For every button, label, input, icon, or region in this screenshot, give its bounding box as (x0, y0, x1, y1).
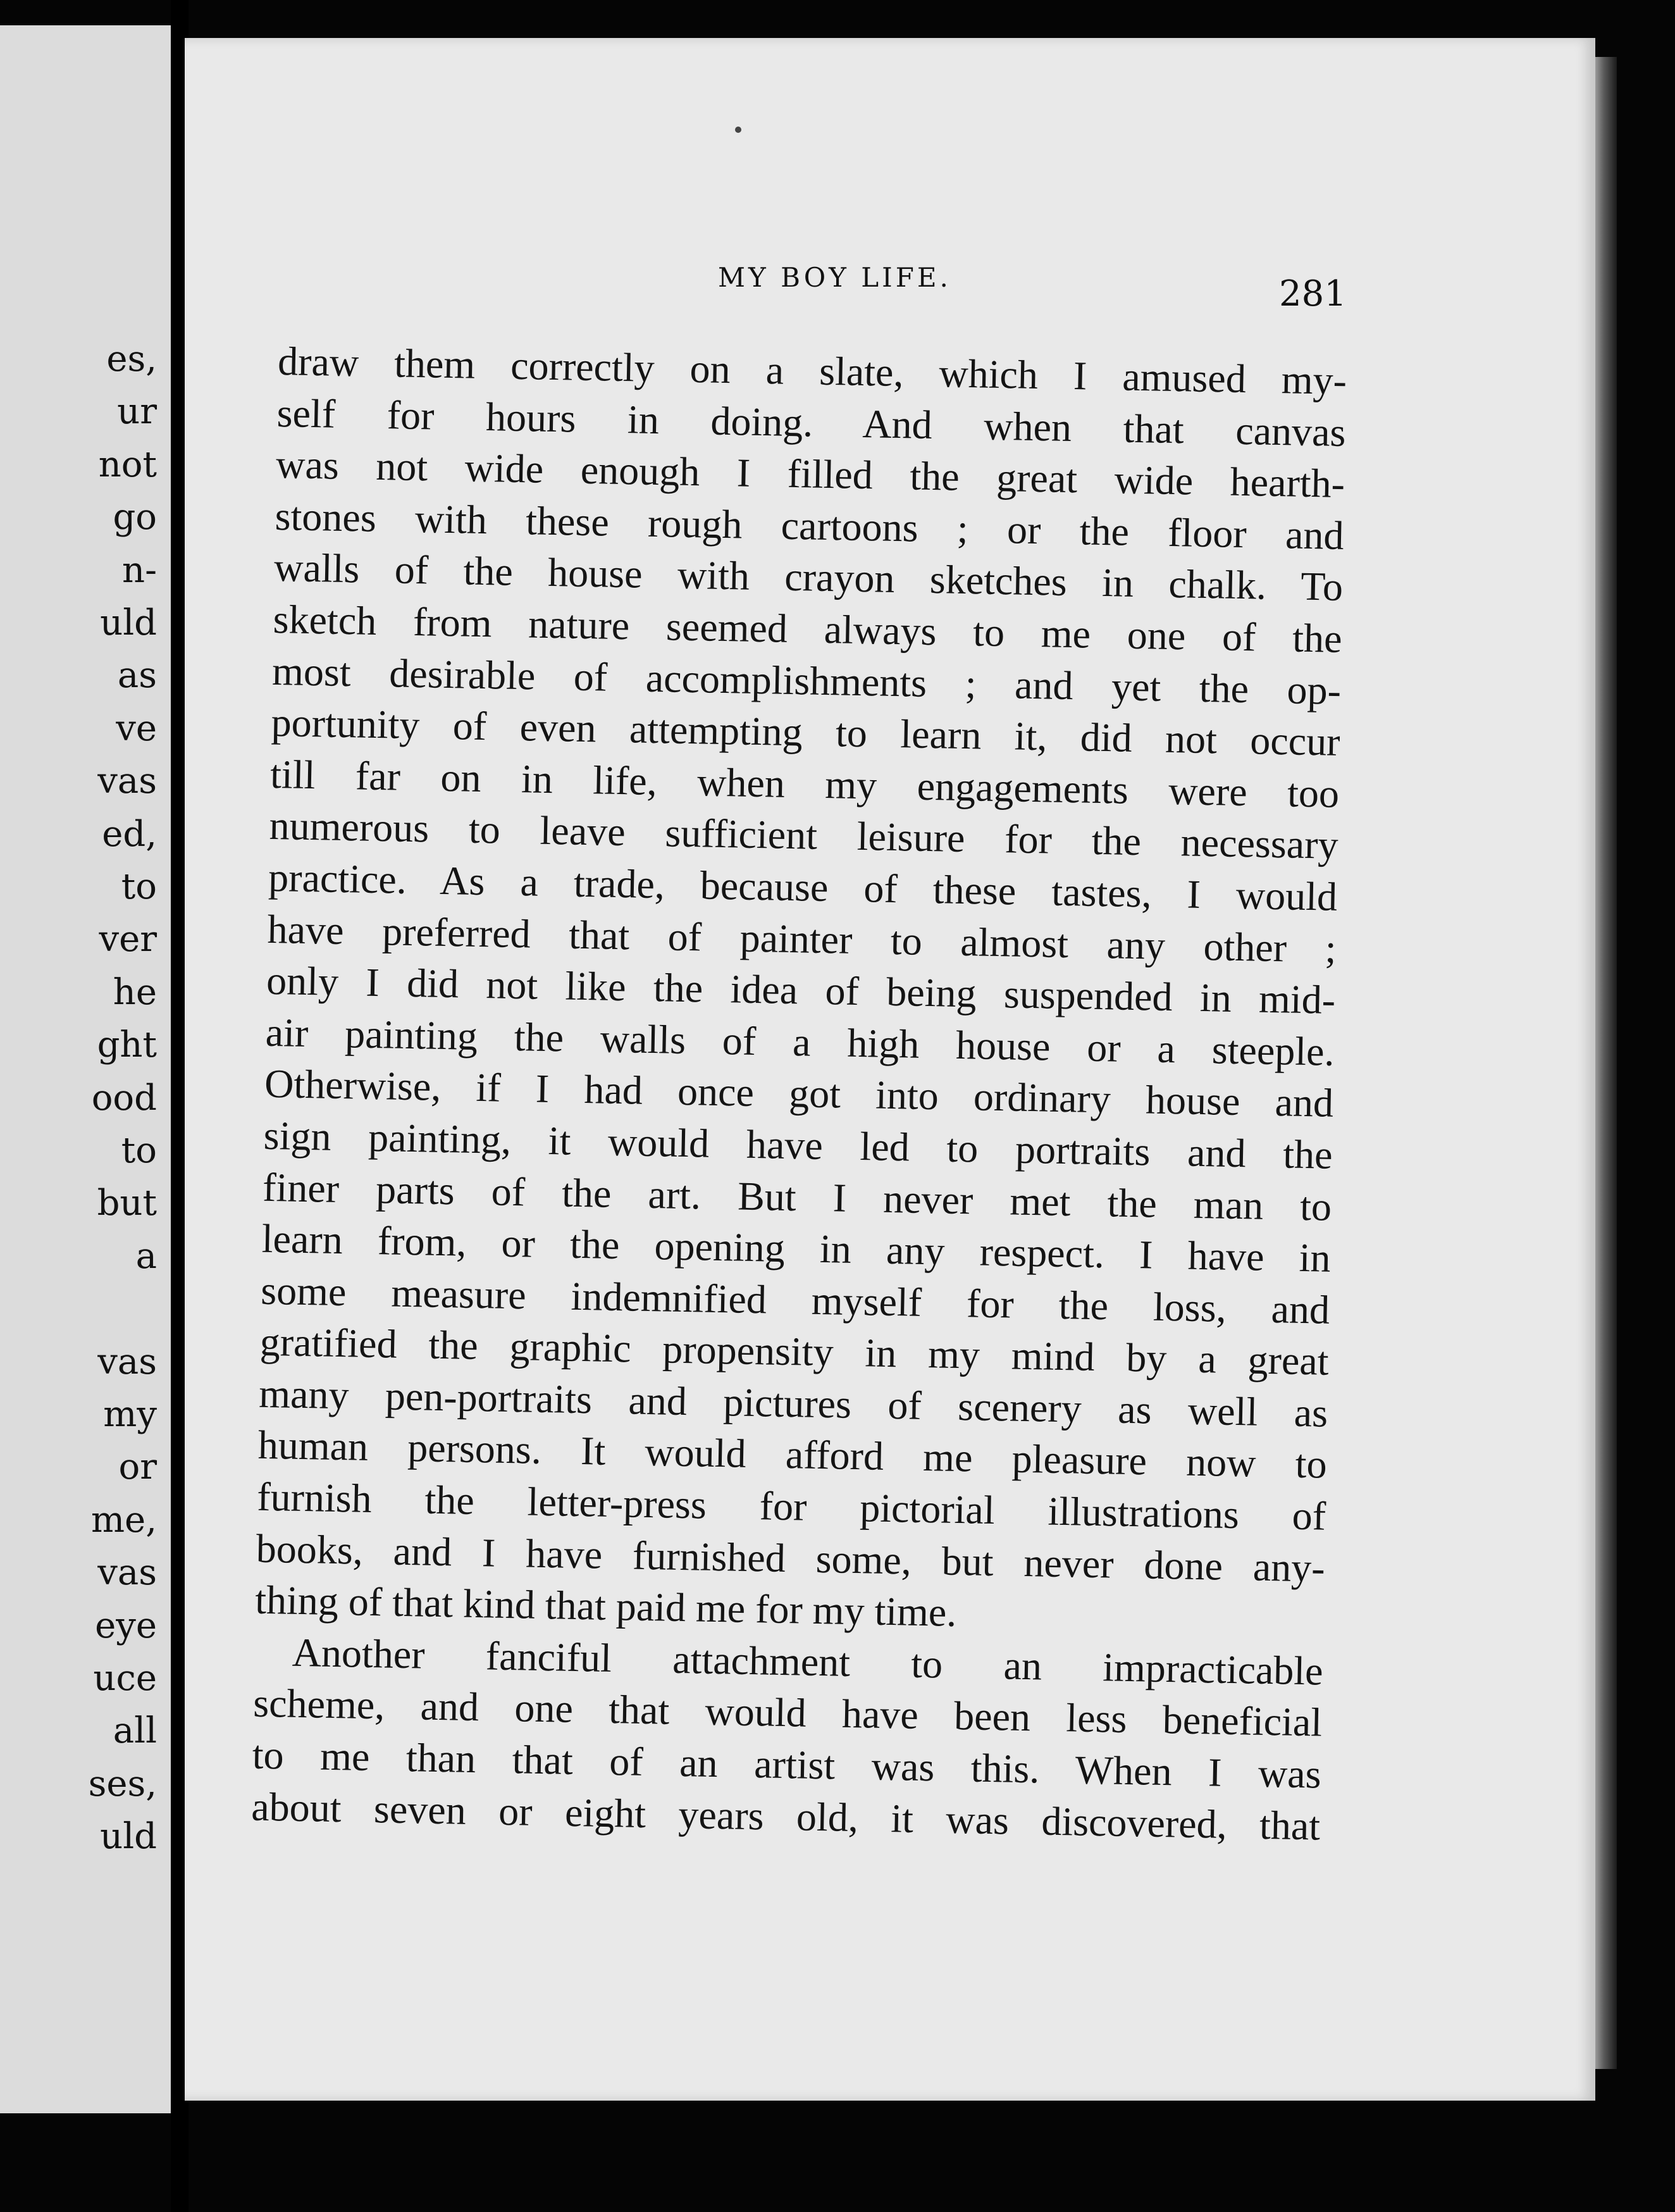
facing-page-line-fragment: ght (97, 1024, 157, 1066)
text-line: practice. As a trade, because of these tastes, I would (268, 854, 1338, 919)
facing-page-line-fragment: ood (91, 1077, 157, 1119)
text-line: stones with these rough cartoons ; or the floor and (275, 493, 1345, 558)
text-line: to me than that of an artist was this. When I was (252, 1732, 1322, 1797)
text-line: many pen-portraits and pictures of scenery as well as (258, 1370, 1328, 1436)
text-line: human persons. It would afford me pleasure now to (257, 1422, 1328, 1488)
text-line: Otherwise, if I had once got into ordinary house and (264, 1061, 1334, 1126)
facing-page-line-fragment: me, (90, 1499, 157, 1541)
body-text (251, 335, 1347, 1852)
facing-page-line-fragment: vas (97, 1552, 157, 1594)
facing-page-line-fragment: vas (97, 1341, 157, 1382)
facing-page-line-fragment: uld (100, 602, 157, 643)
text-line: learn from, or the opening in any respect. I have in (261, 1215, 1332, 1281)
text-line: thing of that kind that paid me for my time. (254, 1577, 957, 1636)
facing-page-line-fragment: ur (117, 391, 157, 433)
text-line: furnish the letter-press for pictorial illustrations of (256, 1474, 1326, 1539)
running-title: MY BOY LIFE. (718, 262, 951, 293)
text-line: till far on in life, when my engagements were too (269, 751, 1340, 816)
page-number: 281 (1279, 273, 1347, 314)
facing-page-line-fragment: to (121, 1130, 157, 1171)
text-line: air painting the walls of a high house or a steeple. (265, 1009, 1335, 1074)
facing-page-line-fragment: es, (106, 339, 157, 380)
facing-page-line-fragment: go (113, 497, 157, 538)
facing-page-line-fragment: as (117, 655, 157, 697)
facing-page-line-fragment: uce (93, 1658, 157, 1699)
text-line: scheme, and one that would have been less beneficial (252, 1681, 1323, 1746)
text-line: have preferred that of painter to almost any other ; (267, 906, 1337, 971)
facing-page-line-fragment: eye (95, 1605, 157, 1646)
print-speck (735, 127, 741, 133)
text-line: only I did not like the idea of being suspended in mid- (266, 957, 1336, 1022)
facing-page-line-fragment: but (97, 1183, 157, 1224)
text-line: finer parts of the art. But I never met the man to (262, 1164, 1332, 1229)
text-line: draw them correctly on a slate, which I amused my- (277, 338, 1347, 403)
text-line: portunity of even attempting to learn it, did not occur (271, 700, 1341, 765)
facing-page-line-fragment: ed, (102, 813, 157, 855)
text-line: Another fanciful attachment to an impracticable (292, 1629, 1324, 1694)
text-line: self for hours in doing. And when that canvas (276, 390, 1347, 455)
facing-page-line-fragment: uld (100, 1816, 157, 1858)
text-line: books, and I have furnished some, but never done any- (256, 1525, 1326, 1591)
facing-page-line-fragment: n- (122, 549, 157, 591)
facing-page-line-fragment: a (135, 1235, 157, 1277)
text-line: sketch from nature seemed always to me one of the (273, 596, 1343, 661)
facing-page-line-fragment: my (103, 1394, 157, 1435)
facing-page-line-fragment: all (113, 1710, 157, 1752)
text-line: gratified the graphic propensity in my mind by a great (259, 1319, 1330, 1384)
text-line: some measure indemnified myself for the loss, and (260, 1267, 1330, 1333)
text-line: sign painting, it would have led to portraits and the (263, 1112, 1333, 1177)
facing-page-line-fragment: he (113, 971, 157, 1013)
text-line: was not wide enough I filled the great wide hearth- (275, 442, 1345, 507)
facing-page-line-fragment: to (121, 866, 157, 907)
facing-page-line-fragment: ve (116, 707, 157, 749)
facing-page-line-fragment: vas (97, 761, 157, 802)
text-line: most desirable of accomplishments ; and yet the op- (271, 648, 1342, 713)
facing-page-line-fragment: ses, (88, 1763, 157, 1805)
facing-page-line-fragment: or (118, 1446, 157, 1488)
facing-page-fragment (0, 25, 175, 2113)
text-line: walls of the house with crayon sketches in chalk. To (273, 545, 1344, 610)
text-line: numerous to leave sufficient leisure for the necessary (269, 803, 1339, 868)
page-edge (1595, 57, 1617, 2069)
text-line: about seven or eight years old, it was discovered, that (250, 1784, 1321, 1849)
facing-page-line-fragment: not (98, 444, 157, 485)
facing-page-line-fragment: ver (99, 919, 157, 960)
